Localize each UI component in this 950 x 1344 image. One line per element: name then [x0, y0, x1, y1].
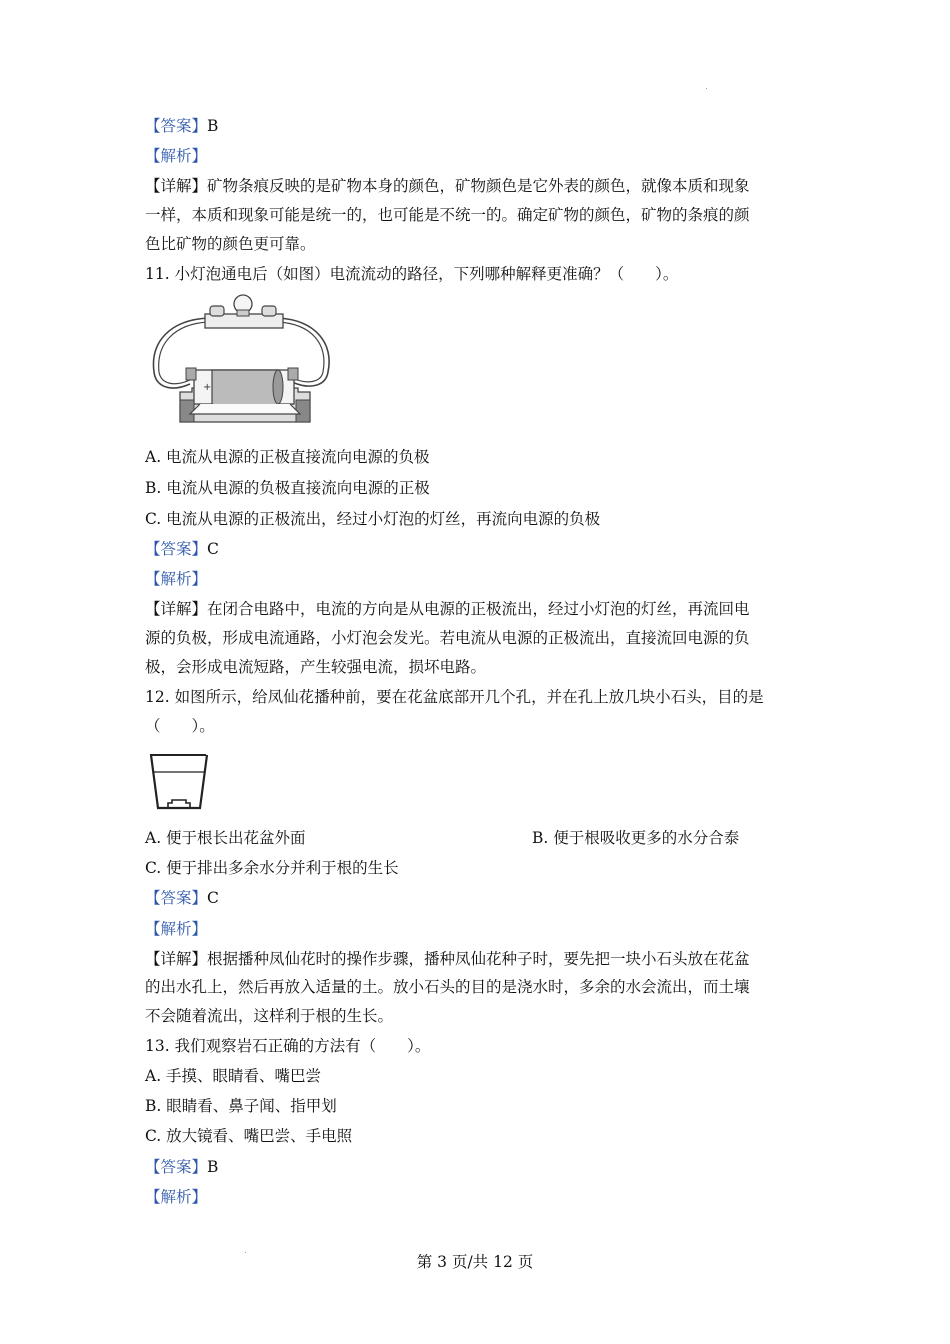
q13-analysis-tag: 【解析】: [145, 1188, 208, 1206]
q11-detail-line-1: 【详解】在闭合电路中，电流的方向是从电源的正极流出，经过小灯泡的灯丝，再流回电: [145, 600, 750, 618]
q12-detail-line-3: 不会随着流出，这样利于根的生长。: [145, 1007, 394, 1025]
q12-option-b[interactable]: B. 便于根吸收更多的水分合泰: [532, 829, 740, 847]
q11-answer: 【答案】C: [145, 540, 219, 558]
q12-stem-line-1: 12. 如图所示，给凤仙花播种前，要在花盆底部开几个孔，并在孔上放几块小石头，目的是: [145, 688, 764, 706]
q10-detail-line-2: 一样，本质和现象可能是统一的，也可能是不统一的。确定矿物的颜色，矿物的条痕的颜: [145, 206, 750, 224]
q13-option-b[interactable]: B. 眼睛看、鼻子闻、指甲划: [145, 1097, 337, 1115]
q12-detail-line-1: 【详解】根据播种凤仙花时的操作步骤，播种凤仙花种子时，要先把一块小石头放在花盆: [145, 950, 750, 968]
q12-option-a[interactable]: A. 便于根长出花盆外面: [145, 829, 306, 847]
q12-detail-line-2: 的出水孔上，然后再放入适量的土。放小石头的目的是浇水时，多余的水会流出，而土壤: [145, 978, 750, 996]
q13-option-a[interactable]: A. 手摸、眼睛看、嘴巴尝: [145, 1067, 322, 1085]
scan-speck: [706, 88, 707, 89]
q10-answer: 【答案】B: [145, 117, 219, 135]
q12-analysis-tag: 【解析】: [145, 920, 208, 938]
q11-option-c[interactable]: C. 电流从电源的正极流出，经过小灯泡的灯丝，再流向电源的负极: [145, 510, 601, 528]
q11-detail-line-3: 极，会形成电流短路，产生较强电流，损坏电路。: [145, 658, 487, 676]
q12-answer: 【答案】C: [145, 889, 219, 907]
page-footer: 第 3 页/共 12 页: [416, 1253, 534, 1271]
q11-option-b[interactable]: B. 电流从电源的负极直接流向电源的正极: [145, 479, 430, 497]
q11-analysis-tag: 【解析】: [145, 570, 208, 588]
q11-option-a[interactable]: A. 电流从电源的正极直接流向电源的负极: [145, 448, 430, 466]
circuit-figure: [150, 292, 335, 432]
svg-text:+: +: [203, 382, 212, 393]
q10-detail-line-1: 【详解】矿物条痕反映的是矿物本身的颜色，矿物颜色是它外表的颜色，就像本质和现象: [145, 177, 750, 195]
q10-analysis-tag: 【解析】: [145, 147, 208, 165]
flower-pot-figure: [148, 752, 210, 812]
q10-detail-line-3: 色比矿物的颜色更可靠。: [145, 235, 316, 253]
q13-stem: 13. 我们观察岩石正确的方法有（ ）。: [145, 1037, 431, 1055]
q11-stem: 11. 小灯泡通电后（如图）电流流动的路径，下列哪种解释更准确？（ ）。: [145, 265, 679, 283]
q12-stem-line-2: （ ）。: [145, 717, 215, 735]
q11-detail-line-2: 源的负极，形成电流通路，小灯泡会发光。若电流从电源的正极流出，直接流回电源的负: [145, 629, 750, 647]
q13-option-c[interactable]: C. 放大镜看、嘴巴尝、手电照: [145, 1127, 353, 1145]
q13-answer: 【答案】B: [145, 1158, 219, 1176]
q12-option-c[interactable]: C. 便于排出多余水分并利于根的生长: [145, 859, 399, 877]
